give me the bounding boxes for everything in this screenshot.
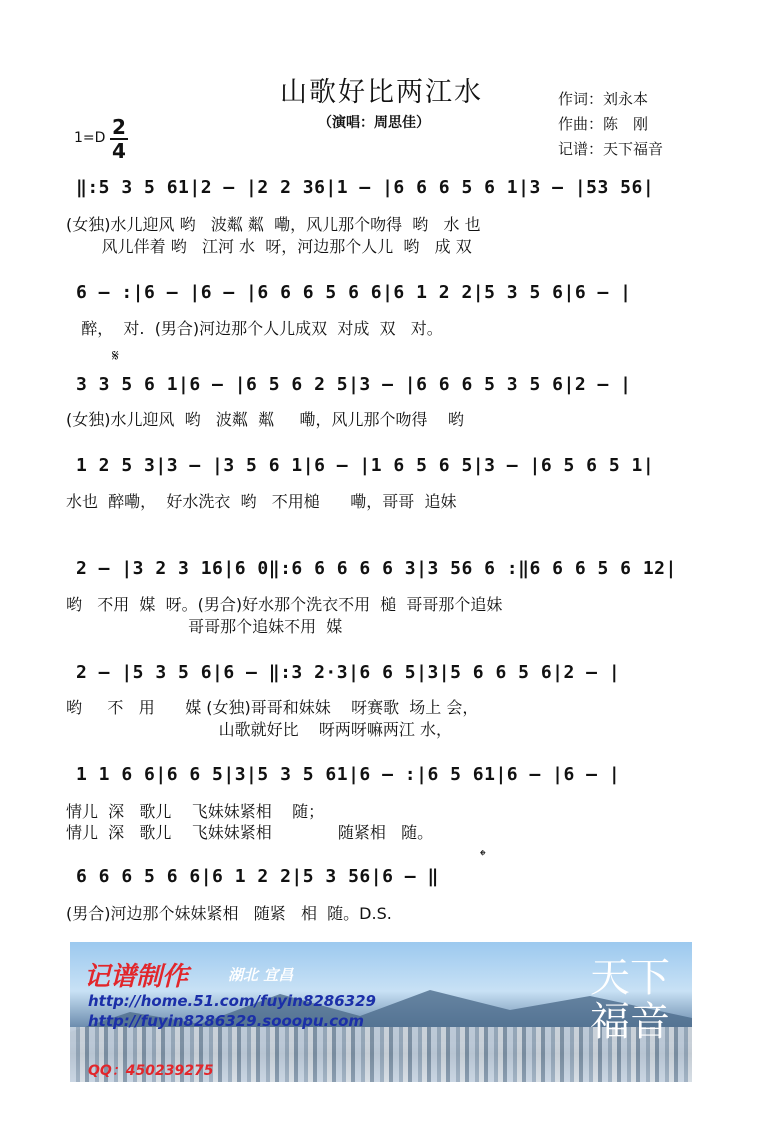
key-signature: 1=D [74, 130, 106, 146]
footer-banner [70, 942, 692, 1082]
lyric-line: 水也 醉嘞， 好水洗衣 哟 不用槌 嘞，哥哥 追妹 [66, 492, 457, 511]
banner-location: 湖北 宜昌 [228, 966, 294, 984]
time-signature [110, 116, 128, 162]
score-notes-row: ‖:5 3 5 61|2 – |2 2 36|1 – |6 6 6 5 6 1|3 – |53 56| [76, 177, 655, 198]
song-title: 山歌好比两江水 [280, 77, 483, 108]
lyric-line: 山歌就好比 呀两呀嘛两江 水， [66, 720, 453, 739]
performer: （演唱：周思佳） [318, 115, 430, 131]
transcriber-credit: 记谱：天下福音 [558, 140, 664, 158]
banner-url-2[interactable]: http://fuyin8286329.sooopu.com [88, 1012, 365, 1030]
banner-url-1[interactable]: http://home.51.com/fuyin8286329 [88, 992, 376, 1010]
score-notes-row: 3 3 5 6 1|6 – |6 5 6 2 5|3 – |6 6 6 5 3 5 6|2 – | [76, 374, 632, 395]
score-notes-row: 1 2 5 3|3 – |3 5 6 1|6 – |1 6 5 6 5|3 – |6 5 6 5 1| [76, 455, 655, 476]
score-notes-row: 2 – |3 2 3 16|6 0‖:6 6 6 6 6 3|3 56 6 :‖6 6 6 5 6 12| [76, 558, 677, 579]
segno-icon: 𝄋 [112, 346, 119, 365]
lyric-line: 哟 不 用 媒 (女独)哥哥和妹妹 呀赛歌 场上 会， [66, 698, 479, 717]
lyric-line: 情儿 深 歌儿 飞妹妹紧相 随紧相 随。 [66, 823, 434, 842]
lyric-line: 风儿伴着 哟 江河 水 呀，河边那个人儿 哟 成 双 [66, 237, 472, 256]
banner-logo: 天下 福音 [590, 955, 670, 1045]
lyric-line: (女独)水儿迎风 哟 波粼 粼 嘞，风儿那个吻得 哟 [66, 410, 464, 429]
lyric-line: 哟 不用 媒 呀。(男合)好水那个洗衣不用 槌 哥哥那个追妹 [66, 595, 503, 614]
lyric-line: 醉， 对. (男合)河边那个人儿成双 对成 双 对。 [66, 319, 443, 338]
lyric-line: 哥哥那个追妹不用 媒 [66, 617, 343, 636]
lyric-line: (女独)水儿迎风 哟 波粼 粼 嘞，风儿那个吻得 哟 水 也 [66, 215, 481, 234]
lyric-line: (男合)河边那个妹妹紧相 随紧 相 随。D.S. [66, 904, 392, 923]
banner-qq: QQ：450239275 [88, 1063, 214, 1079]
score-notes-row: 1 1 6 6|6 6 5|3|5 3 5 61|6 – :|6 5 61|6 – |6 – | [76, 764, 621, 785]
composer-credit: 作曲：陈 刚 [558, 115, 649, 133]
lyric-line: 情儿 深 歌儿 飞妹妹紧相 随； [66, 802, 325, 821]
score-notes-row: 6 6 6 5 6 6|6 1 2 2|5 3 56|6 – ‖ [76, 866, 439, 887]
score-notes-row: 6 – :|6 – |6 – |6 6 6 5 6 6|6 1 2 2|5 3 5 6|6 – | [76, 282, 632, 303]
time-signature-top: 2 [112, 115, 126, 139]
lyricist-credit: 作词：刘永本 [558, 90, 649, 108]
coda-icon: 𝄌 [480, 846, 486, 865]
time-signature-bottom: 4 [112, 139, 126, 163]
score-notes-row: 2 – |5 3 5 6|6 – ‖:3 2·3|6 6 5|3|5 6 6 5 6|2 – | [76, 662, 621, 683]
banner-title: 记谱制作 [84, 962, 189, 992]
